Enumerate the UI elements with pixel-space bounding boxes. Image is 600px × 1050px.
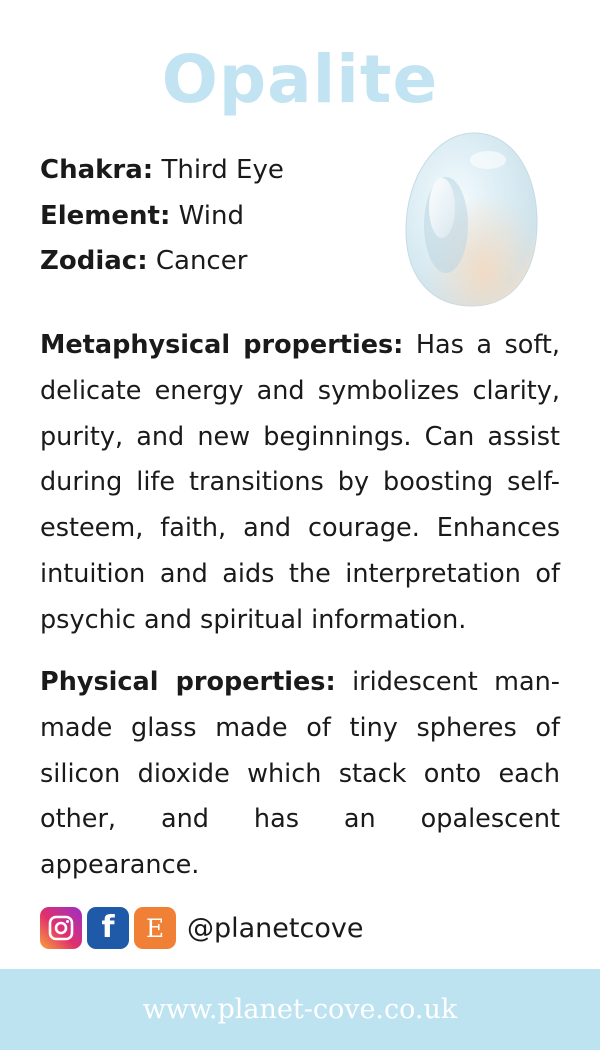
zodiac-label: Zodiac: — [40, 246, 148, 276]
footer-banner — [0, 969, 600, 1050]
metaphysical-text: Has a soft, delicate energy and symbolizes clarity, purity, and new beginnings. Can assist during life transitions by boosting self-esteem, faith, and courage. Enhances intuition and aids the interpretation of psychic and spiritual information. — [40, 330, 560, 635]
facebook-glyph: f — [101, 910, 115, 945]
zodiac-value: Cancer — [147, 246, 248, 276]
element-row — [40, 194, 380, 240]
opalite-stone-image — [402, 130, 540, 308]
physical-properties — [40, 660, 560, 889]
physical-label: Physical properties: — [40, 667, 336, 697]
facebook-icon[interactable] — [87, 907, 129, 949]
instagram-glyph — [48, 915, 74, 941]
crystal-attributes — [40, 148, 380, 285]
physical-text: iridescent man-made glass made of tiny spheres of silicon dioxide which stack onto each other, and has an opalescent appearance. — [40, 667, 560, 881]
zodiac-row — [40, 239, 380, 285]
metaphysical-label: Metaphysical properties: — [40, 330, 404, 360]
website-link[interactable]: www.planet-cove.co.uk — [142, 994, 458, 1025]
metaphysical-properties — [40, 323, 560, 644]
social-links — [40, 906, 363, 950]
social-handle[interactable]: @planetcove — [187, 912, 364, 944]
etsy-glyph: E — [145, 913, 165, 943]
element-label: Element: — [40, 200, 171, 231]
chakra-row — [40, 148, 380, 194]
etsy-icon[interactable] — [134, 907, 176, 949]
instagram-icon[interactable] — [40, 907, 82, 949]
page-title: Opalite — [161, 41, 439, 118]
chakra-label: Chakra: — [40, 155, 154, 185]
element-value: Wind — [170, 200, 244, 231]
chakra-value: Third Eye — [153, 155, 284, 185]
